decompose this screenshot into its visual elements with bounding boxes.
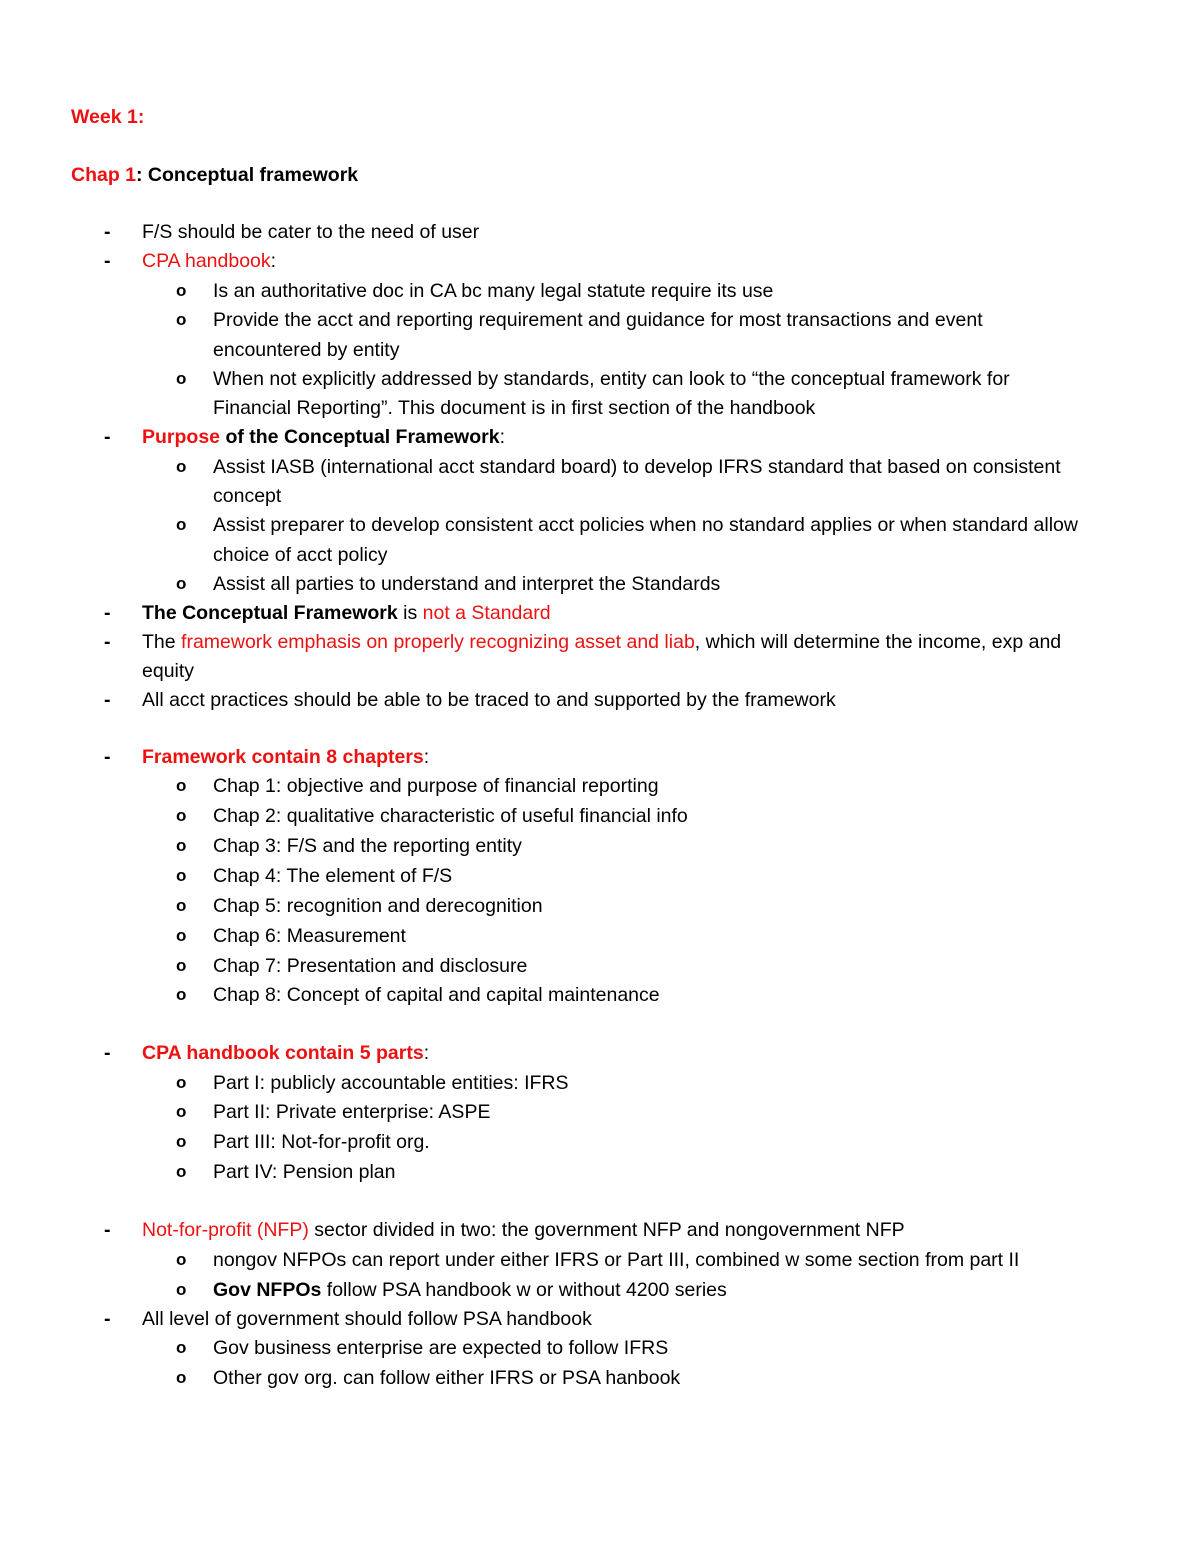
item-text: Provide the acct and reporting requirement and guidance for most transactions and event: [213, 309, 983, 331]
circle-bullet-icon: o: [176, 1132, 187, 1151]
item-text: F/S should be cater to the need of user: [142, 221, 480, 243]
chapter-list-item: [213, 834, 522, 858]
part-list-item: [213, 1130, 430, 1154]
item-text: sector divided in two: the government NFP and nongovernment NFP: [308, 1219, 905, 1241]
item-text: Part I: publicly accountable entities: IFRS: [213, 1072, 569, 1094]
week-label: Week 1:: [71, 106, 145, 128]
dash-bullet-icon: -: [104, 746, 111, 768]
item-text: Chap 2: qualitative characteristic of useful financial info: [213, 805, 688, 827]
item-text: Other gov org. can follow either IFRS or PSA hanbook: [213, 1367, 681, 1389]
sub-list-item-continued: [213, 543, 388, 567]
item-text: Part III: Not-for-profit org.: [213, 1131, 430, 1153]
item-text: Assist preparer to develop consistent acct policies when no standard applies or when standard allow: [213, 514, 1078, 536]
dash-bullet-icon: -: [104, 1042, 111, 1064]
item-text: Assist IASB (international acct standard board) to develop IFRS standard that based on consistent: [213, 456, 1061, 478]
item-text: CPA handbook contain 5 parts: [142, 1042, 424, 1064]
item-text: Chap 4: The element of F/S: [213, 865, 453, 887]
item-text: Assist all parties to understand and interpret the Standards: [213, 573, 721, 595]
circle-bullet-icon: o: [176, 369, 187, 388]
dash-bullet-icon: -: [104, 689, 111, 711]
chapter-list-item: [213, 954, 527, 978]
sub-list-item-continued: [213, 338, 399, 362]
item-text: All acct practices should be able to be traced to and supported by the framework: [142, 689, 836, 711]
item-text: Purpose: [142, 426, 221, 448]
chapter-number: Chap 1: [71, 164, 137, 186]
sub-list-item: [213, 367, 1010, 391]
item-text: equity: [142, 660, 195, 682]
chapter-list-item: [213, 864, 452, 888]
item-text: Not-for-profit (NFP): [142, 1219, 309, 1241]
list-item-continued: [142, 659, 194, 683]
item-text: Chap 7: Presentation and disclosure: [213, 955, 528, 977]
item-text: Part II: Private enterprise: ASPE: [213, 1101, 491, 1123]
dash-bullet-icon: -: [104, 250, 111, 272]
dash-bullet-icon: -: [104, 426, 111, 448]
circle-bullet-icon: o: [176, 281, 187, 300]
circle-bullet-icon: o: [176, 515, 187, 534]
chapter-list-item: [213, 894, 543, 918]
sub-list-item: [213, 572, 720, 596]
sub-list-item: [213, 1366, 680, 1390]
item-text: Framework contain 8 chapters: [142, 746, 424, 768]
circle-bullet-icon: o: [176, 926, 187, 945]
item-text: The: [142, 631, 182, 653]
circle-bullet-icon: o: [176, 896, 187, 915]
chapter-list-item: [213, 804, 688, 828]
part-list-item: [213, 1071, 569, 1095]
circle-bullet-icon: o: [176, 1368, 187, 1387]
sub-list-item: [213, 455, 1061, 479]
item-colon: :: [423, 746, 430, 768]
item-text: of the Conceptual Framework: [220, 426, 500, 448]
circle-bullet-icon: o: [176, 1280, 187, 1299]
item-text: framework emphasis on properly recognizing asset and liab: [181, 631, 695, 653]
dash-bullet-icon: -: [104, 221, 111, 243]
chapter-heading: [71, 163, 358, 187]
item-text: choice of acct policy: [213, 544, 388, 566]
circle-bullet-icon: o: [176, 1162, 187, 1181]
circle-bullet-icon: o: [176, 866, 187, 885]
item-text: Part IV: Pension plan: [213, 1161, 396, 1183]
circle-bullet-icon: o: [176, 1338, 187, 1357]
sub-list-item: [213, 1248, 1019, 1272]
item-text: Chap 6: Measurement: [213, 925, 406, 947]
circle-bullet-icon: o: [176, 457, 187, 476]
item-text: follow PSA handbook w or without 4200 series: [321, 1279, 727, 1301]
list-item: [142, 630, 1061, 654]
chapter-list-item: [213, 774, 659, 798]
item-text: concept: [213, 485, 282, 507]
item-text: is: [397, 602, 423, 624]
list-item: [142, 1218, 905, 1242]
circle-bullet-icon: o: [176, 985, 187, 1004]
sub-list-item: [213, 279, 773, 303]
item-text: Chap 3: F/S and the reporting entity: [213, 835, 522, 857]
dash-bullet-icon: -: [104, 631, 111, 653]
item-colon: :: [499, 426, 505, 448]
circle-bullet-icon: o: [176, 956, 187, 975]
circle-bullet-icon: o: [176, 806, 187, 825]
item-text: The Conceptual Framework: [142, 602, 398, 624]
list-item: [142, 745, 429, 769]
sub-list-item-continued: [213, 396, 815, 420]
circle-bullet-icon: o: [176, 310, 187, 329]
circle-bullet-icon: o: [176, 776, 187, 795]
chapter-title: Conceptual framework: [142, 164, 359, 186]
item-text: Chap 5: recognition and derecognition: [213, 895, 543, 917]
dash-bullet-icon: -: [104, 1308, 111, 1330]
chapter-colon: :: [136, 164, 143, 186]
item-text: All level of government should follow PSA handbook: [142, 1308, 592, 1330]
item-text: Chap 1: objective and purpose of financial reporting: [213, 775, 659, 797]
sub-list-item-continued: [213, 484, 281, 508]
list-item: [142, 249, 276, 273]
list-item: [142, 1041, 429, 1065]
part-list-item: [213, 1160, 395, 1184]
circle-bullet-icon: o: [176, 1250, 187, 1269]
circle-bullet-icon: o: [176, 1102, 187, 1121]
item-colon: :: [270, 250, 277, 272]
sub-list-item: [213, 513, 1078, 537]
item-text: Gov business enterprise are expected to follow IFRS: [213, 1337, 669, 1359]
chapter-list-item: [213, 924, 406, 948]
item-text: nongov NFPOs can report under either IFRS or Part III, combined w some section from part II: [213, 1249, 1020, 1271]
circle-bullet-icon: o: [176, 836, 187, 855]
list-item: [142, 688, 836, 712]
list-item: [142, 425, 505, 449]
sub-list-item: [213, 1336, 668, 1360]
week-heading: [71, 105, 144, 129]
dash-bullet-icon: -: [104, 1219, 111, 1241]
item-text: Is an authoritative doc in CA bc many legal statute require its use: [213, 280, 774, 302]
item-text: , which will determine the income, exp and: [694, 631, 1062, 653]
part-list-item: [213, 1100, 490, 1124]
circle-bullet-icon: o: [176, 574, 187, 593]
item-text: When not explicitly addressed by standards, entity can look to “the conceptual framework for: [213, 368, 1010, 390]
list-item: [142, 601, 551, 625]
sub-list-item: [213, 308, 983, 332]
list-item: [142, 1307, 592, 1331]
circle-bullet-icon: o: [176, 1073, 187, 1092]
item-text: not a Standard: [422, 602, 551, 624]
chapter-list-item: [213, 983, 660, 1007]
item-text: encountered by entity: [213, 339, 400, 361]
item-text: CPA handbook: [142, 250, 271, 272]
item-text: Gov NFPOs: [213, 1279, 322, 1301]
item-text: Financial Reporting”. This document is in first section of the handbook: [213, 397, 816, 419]
dash-bullet-icon: -: [104, 602, 111, 624]
list-item: [142, 220, 479, 244]
item-colon: :: [423, 1042, 430, 1064]
item-text: Chap 8: Concept of capital and capital maintenance: [213, 984, 660, 1006]
sub-list-item: [213, 1278, 727, 1302]
